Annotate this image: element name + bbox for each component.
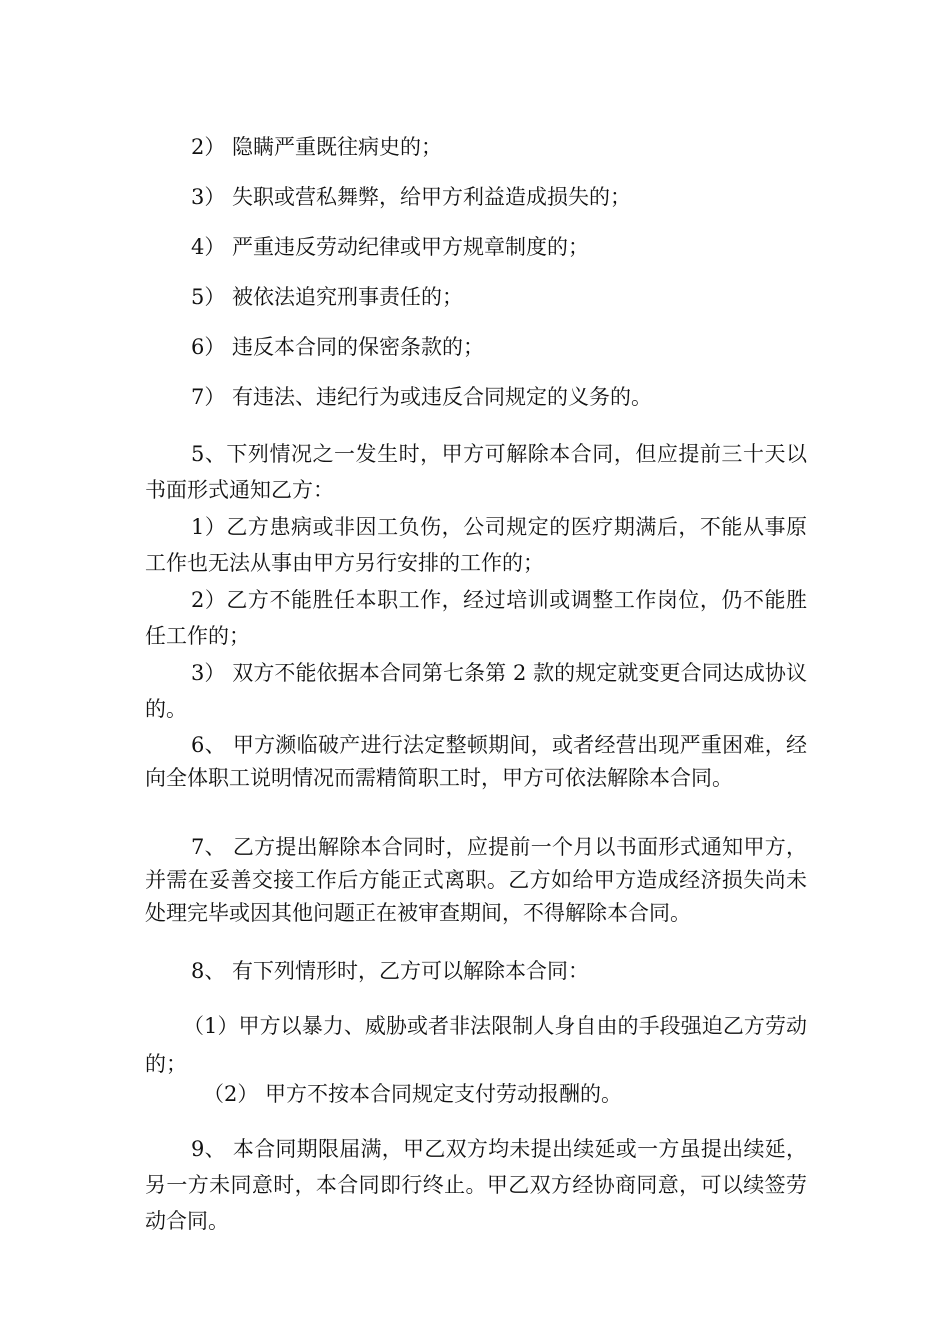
article-5-item-1: 1）乙方患病或非因工负伤，公司规定的医疗期满后，不能从事原工作也无法从事由甲方另行安排的工作的； xyxy=(145,515,807,575)
article-7: 7、 乙方提出解除本合同时，应提前一个月以书面形式通知甲方，并需在妥善交接工作后方能正式离职。乙方如给甲方造成经济损失尚未处理完毕或因其他问题正在被审查期间，不得解除本合同。 xyxy=(145,835,807,925)
article-5-intro: 5、下列情况之一发生时，甲方可解除本合同，但应提前三十天以书面形式通知乙方： xyxy=(145,442,807,502)
clause-item-4: 4） 严重违反劳动纪律或甲方规章制度的； xyxy=(191,235,590,259)
article-5-item-2: 2）乙方不能胜任本职工作，经过培训或调整工作岗位，仍不能胜任工作的； xyxy=(145,588,807,648)
article-6: 6、 甲方濒临破产进行法定整顿期间，或者经营出现严重困难，经向全体职工说明情况而需精简职工时，甲方可依法解除本合同。 xyxy=(145,733,807,790)
clause-item-6: 6） 违反本合同的保密条款的； xyxy=(191,335,485,359)
clause-item-3: 3） 失职或营私舞弊，给甲方利益造成损失的； xyxy=(191,185,632,209)
article-5-item-3: 3） 双方不能依据本合同第七条第 2 款的规定就变更合同达成协议的。 xyxy=(145,661,807,721)
clause-item-2: 2） 隐瞒严重既往病史的； xyxy=(191,135,443,159)
clause-item-7: 7） 有违法、违纪行为或违反合同规定的义务的。 xyxy=(191,385,653,409)
article-8-item-1: （1）甲方以暴力、威胁或者非法限制人身自由的手段强迫乙方劳动的； xyxy=(145,1014,807,1076)
article-9: 9、 本合同期限届满，甲乙双方均未提出续延或一方虽提出续延，另一方未同意时，本合同即行终止。甲乙双方经协商同意，可以续签劳动合同。 xyxy=(145,1137,807,1233)
article-8-intro: 8、 有下列情形时，乙方可以解除本合同： xyxy=(191,959,590,983)
clause-item-5: 5） 被依法追究刑事责任的； xyxy=(191,285,464,309)
article-8-item-2: （2） 甲方不按本合同规定支付劳动报酬的。 xyxy=(203,1082,623,1106)
